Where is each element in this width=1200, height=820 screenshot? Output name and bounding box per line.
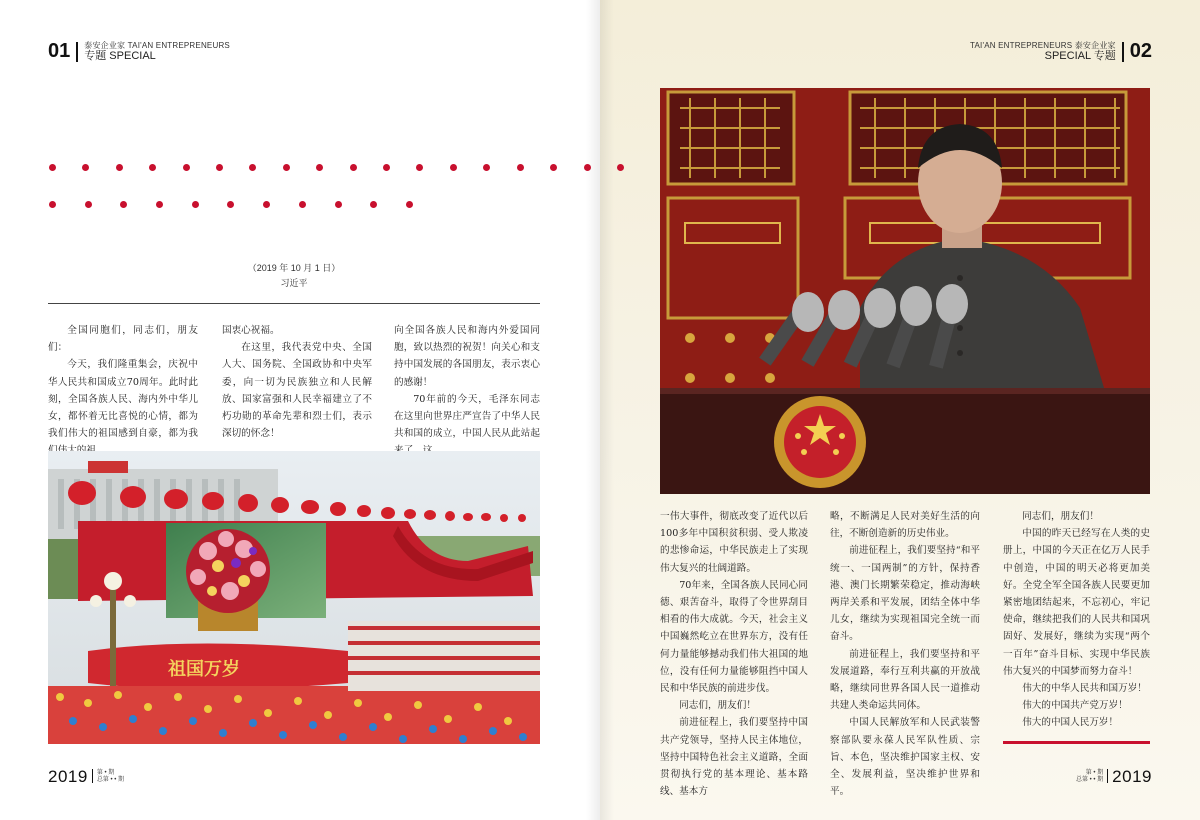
page-gutter (586, 0, 614, 820)
paragraph: 中国人民解放军和人民武装警察部队要永葆人民军队性质、宗旨、本色，坚决维护国家主权、安全、发展利益，坚决维护世界和平。 (830, 717, 980, 798)
paragraph: 前进征程上，我们要坚持中国共产党领导，坚持人民主体地位，坚持中国特色社会主义道路，全面贯彻执行党的基本理论、基本路线、基本方 (660, 717, 808, 798)
paragraph: 同志们，朋友们！ (1022, 511, 1099, 522)
text-column-4 (660, 508, 808, 800)
right-page-header (970, 40, 1152, 64)
section-name: 专题 SPECIAL (84, 50, 156, 62)
speech-author: 习近平 (280, 278, 308, 288)
paragraph: 略，不断满足人民对美好生活的向往，不断创造新的历史伟业。 (830, 511, 980, 540)
paragraph: 伟大的中国共产党万岁！ (1022, 700, 1128, 712)
page-number: 01 (48, 40, 71, 62)
speech-date: （2019 年 10 月 1 日） (247, 263, 341, 273)
issue-number: 第 • 期 (96, 770, 115, 776)
text-column-5 (830, 508, 980, 800)
text-column-6 (1003, 508, 1150, 732)
header-divider (76, 42, 78, 62)
left-page-footer (48, 767, 124, 787)
paragraph: 70年前的今天，毛泽东同志在这里向世界庄严宣告了中华人民共和国的成立，中国人民从此站起 (394, 393, 540, 440)
header-divider (1122, 42, 1124, 62)
paragraph: 同志们，朋友们！ (679, 700, 756, 712)
decorative-dots-row-2 (49, 201, 413, 208)
left-page-header (48, 40, 230, 64)
paragraph: 中国的昨天已经写在人类的史册上，中国的今天正在亿万人民手中创造，中国的明天必将更加美好。全党全军全国各族人民要更加紧密地团结起来，不忘初心，牢记使命，继续把我们的人民共和国巩固好、发展好，继续为实现“两个一百年”奋斗目标、实现中华民族伟大复兴的中国梦而努力奋斗！ (1003, 528, 1150, 677)
right-page-footer (1076, 767, 1152, 787)
speaker-photo (660, 88, 1150, 494)
paragraph: 全国同胞们，同志们，朋友们： (48, 325, 198, 354)
parade-illustration (48, 451, 540, 744)
title-divider (48, 303, 540, 304)
paragraph: 前进征程上，我们要坚持“和平统一、一国两制”的方针，保持香港、澳门长期繁荣稳定，推动海峡两岸关系和平发展，团结全体中华儿女，继续为实现祖国完全统一而奋斗。 (830, 545, 980, 643)
paragraph: 伟大的中国人民万岁！ (1022, 717, 1119, 729)
magazine-name: TAI'AN ENTREPRENEURS 泰安企业家 (970, 41, 1116, 50)
issue-total: 总第 • • 期 (1075, 777, 1104, 783)
section-name: SPECIAL 专题 (1044, 50, 1116, 62)
paragraph: 国衷心祝福。 (222, 325, 280, 336)
text-column-3 (394, 322, 540, 460)
parade-photo (48, 451, 540, 744)
footer-year: 2019 (1112, 767, 1152, 786)
issue-number: 第 • 期 (1085, 770, 1104, 776)
decorative-dots-row-1 (49, 164, 624, 171)
issue-total: 总第 • • 期 (96, 777, 125, 783)
magazine-name: 泰安企业家 TAI'AN ENTREPRENEURS (84, 41, 230, 50)
article-end-rule (1003, 741, 1150, 744)
paragraph: 向全国各族人民和海内外爱国同胞，致以热烈的祝贺！向关心和支持中国发展的各国朋友，表示衷心的感谢！ (394, 325, 540, 388)
text-column-2 (222, 322, 372, 442)
page-number: 02 (1129, 40, 1152, 62)
paragraph: 在这里，我代表党中央、全国人大、国务院、全国政协和中央军委，向一切为民族独立和人民解放、国家富强和人民幸福建立了不朽功勋的革命先辈和烈士们，表示深切的怀念！ (222, 342, 372, 440)
paragraph: 70年来，全国各族人民同心同德、艰苦奋斗，取得了令世界刮目相看的伟大成就。今天，社会主义中国巍然屹立在世界东方，没有任何力量能够撼动我们伟大祖国的地位，没有任何力量能够阻挡中国人民和中华民族的前进步伐。 (660, 579, 808, 695)
paragraph: 伟大的中华人民共和国万岁！ (1022, 683, 1147, 695)
paragraph: 今天，我们隆重集会，庆祝中华人民共和国成立70周年。此时此刻，全国各族人民、海内外中华儿女，都怀着无比喜悦的心情，都为我们伟大的祖国感到自豪，都为我 (48, 359, 198, 440)
float-banner-text: 祖国万岁 (168, 659, 240, 680)
speaker-illustration (660, 88, 1150, 494)
text-column-1 (48, 322, 198, 460)
paragraph: 一伟大事件，彻底改变了近代以后100多年中国积贫积弱、受人欺凌的悲惨命运，中华民族走上了实现伟大复兴的壮阔道路。 (660, 511, 808, 574)
paragraph: 前进征程上，我们要坚持和平发展道路，奉行互利共赢的开放战略，继续同世界各国人民一道推动共建人类命运共同体。 (830, 648, 980, 712)
footer-year: 2019 (48, 767, 88, 786)
